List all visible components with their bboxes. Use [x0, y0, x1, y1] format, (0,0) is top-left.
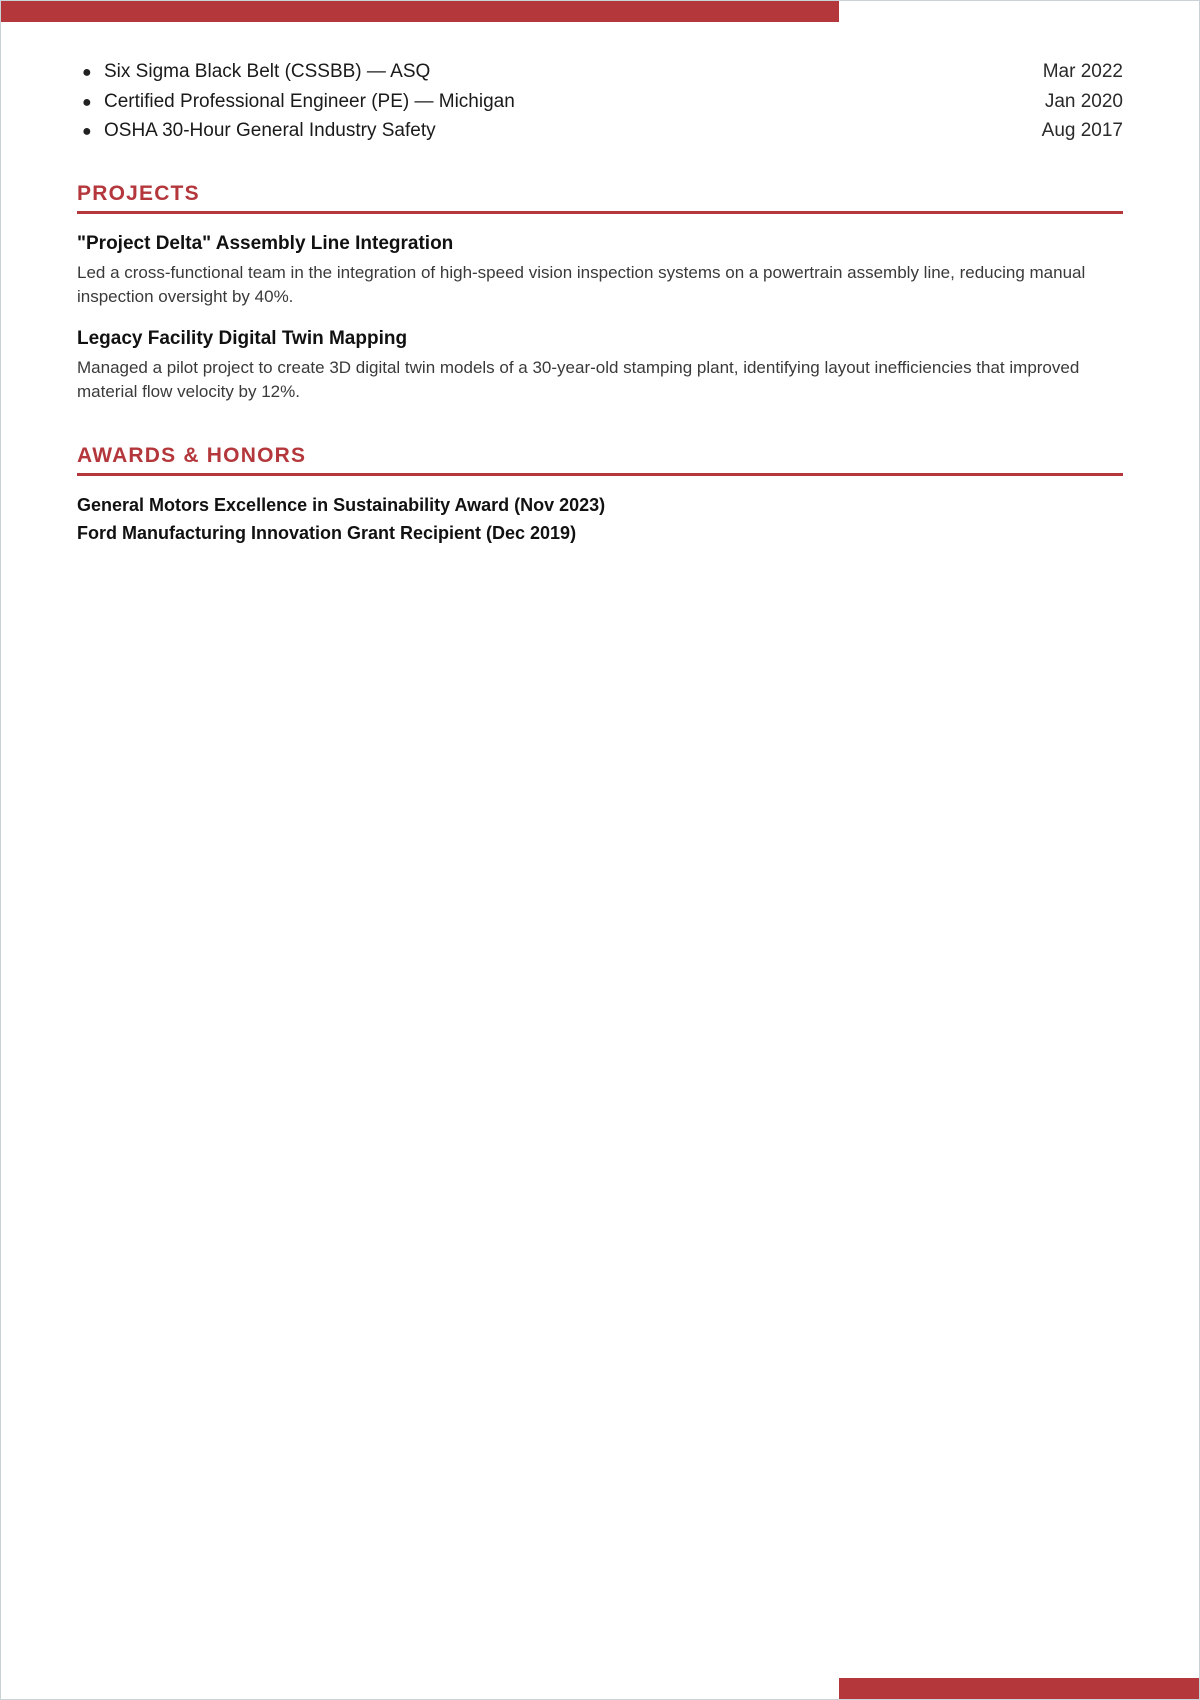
awards-list	[77, 491, 1123, 548]
project-item	[77, 326, 1123, 405]
project-description: Led a cross-functional team in the integration of high-speed vision inspection systems on a powertrain assembly line, reducing manual inspection oversight by 40%.	[77, 262, 1086, 306]
bottom-accent-bar	[839, 1678, 1199, 1699]
certification-date: Mar 2022	[1042, 61, 1123, 82]
certification-item	[77, 88, 1123, 118]
projects-heading: PROJECTS	[77, 181, 1123, 214]
certification-name: Six Sigma Black Belt (CSSBB) — ASQ	[104, 61, 431, 82]
resume-content	[77, 58, 1123, 548]
project-description: Managed a pilot project to create 3D digital twin models of a 30-year-old stamping plant, identifying layout inefficiencies that improved material flow velocity by 12%.	[77, 357, 1080, 401]
certification-name: Certified Professional Engineer (PE) — Michigan	[104, 90, 515, 112]
bullet-icon: ●	[82, 64, 92, 81]
award-item: Ford Manufacturing Innovation Grant Recipient (Dec 2019)	[77, 523, 577, 543]
bullet-icon: ●	[82, 93, 92, 111]
bullet-icon: ●	[82, 123, 92, 140]
certifications-list	[77, 58, 1123, 147]
top-accent-bar	[1, 1, 839, 22]
certification-item	[77, 117, 1123, 147]
certification-name: OSHA 30-Hour General Industry Safety	[104, 120, 436, 141]
certification-date: Jan 2020	[1044, 90, 1123, 112]
project-item	[77, 231, 1123, 310]
award-item: General Motors Excellence in Sustainability Award (Nov 2023)	[77, 494, 606, 515]
project-title: Legacy Facility Digital Twin Mapping	[77, 327, 408, 349]
certification-item	[77, 58, 1123, 88]
certification-date: Aug 2017	[1041, 120, 1123, 141]
project-title: "Project Delta" Assembly Line Integration	[77, 232, 454, 254]
awards-heading: AWARDS & HONORS	[77, 443, 1123, 476]
